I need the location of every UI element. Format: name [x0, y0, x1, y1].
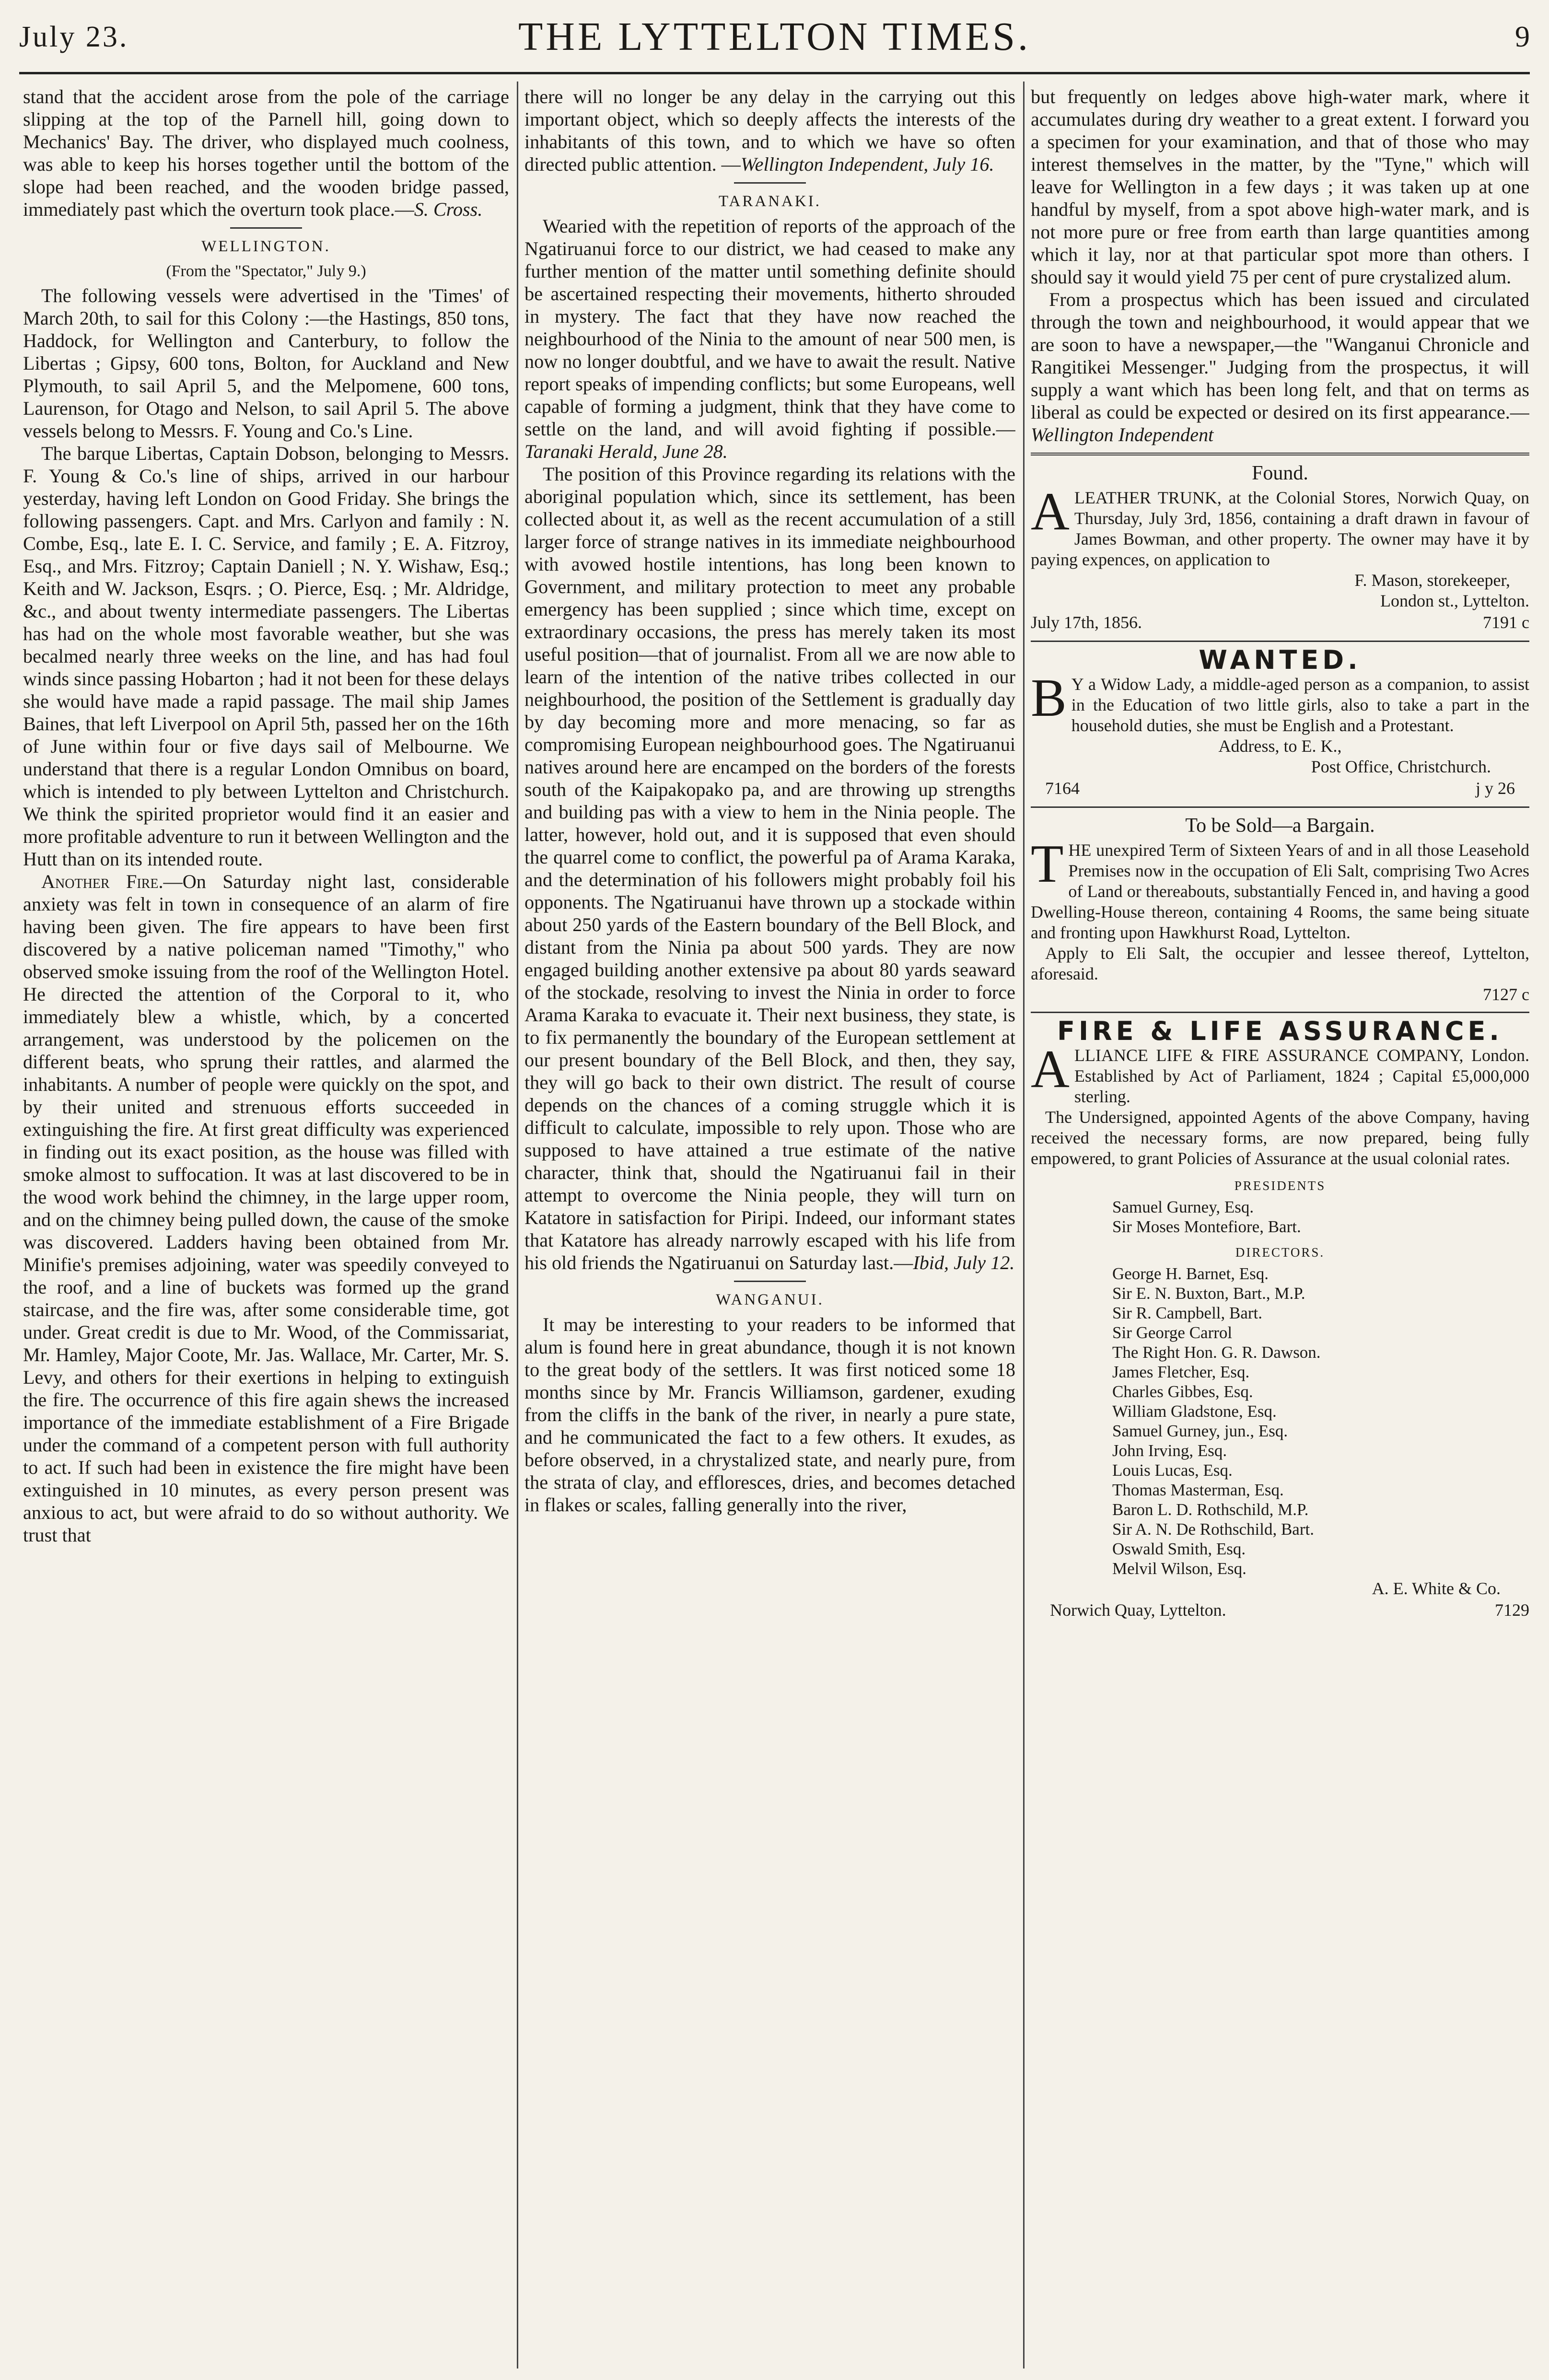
section-divider	[734, 182, 806, 184]
list-item: Melvil Wilson, Esq.	[1112, 1559, 1246, 1578]
list-item: Thomas Masterman, Esq.	[1112, 1481, 1284, 1499]
advert-footer	[1031, 1599, 1529, 1622]
section-heading-taranaki: TARANAKI.	[719, 193, 821, 210]
advert-address: Address, to E. K.,	[1218, 736, 1342, 756]
presidents-heading: PRESIDENTS	[1234, 1178, 1326, 1193]
advert-divider	[1031, 806, 1529, 808]
list-item: William Gladstone, Esq.	[1112, 1402, 1277, 1421]
drop-cap: B	[1031, 668, 1067, 728]
advert-date: July 17th, 1856.	[1031, 613, 1142, 632]
article-run-in-title: Another Fire.	[41, 871, 163, 892]
list-item: The Right Hon. G. R. Dawson.	[1112, 1343, 1321, 1362]
advert-date: j y 26	[1475, 779, 1515, 798]
article-paragraph: there will no longer be any delay in the carrying out this important object, which so deeply affects the interests of the inhabitants of this town, and to which we have so often directed public attention. —Wellington Independent, July 16.	[524, 86, 1015, 175]
article-signature: Wellington Independent	[1031, 424, 1214, 445]
article-signature: Ibid, July 12.	[913, 1252, 1015, 1273]
advert-address: Norwich Quay, Lyttelton.	[1050, 1600, 1226, 1620]
drop-cap: A	[1031, 1039, 1070, 1099]
article-paragraph: The following vessels were advertised in the 'Times' of March 20th, to sail for this Colony :—the Hastings, 850 tons, Haddock, for Wellington and Canterbury, to follow the Libertas ; Gipsy, 600 tons, Bolton, for Auckland and New Plymouth, to sail April 5, and the Melpomene, 600 tons, Laurenson, for Otago and Nelson, to sail April 5. The above vessels belong to Messrs. F. Young and Co.'s Line.	[23, 285, 509, 442]
list-item: James Fletcher, Esq.	[1112, 1363, 1250, 1381]
list-item: Sir A. N. De Rothschild, Bart.	[1112, 1520, 1314, 1539]
list-item: Louis Lucas, Esq.	[1112, 1461, 1233, 1480]
advert-signature: A. E. White & Co.	[1372, 1579, 1501, 1598]
advert-heading: To be Sold—a Bargain.	[1185, 815, 1375, 837]
article-paragraph: Another Fire.—On Saturday night last, considerable anxiety was felt in town in consequence of an alarm of fire having been given. The fire appears to have been first discovered by a native policeman named "Timothy," who observed smoke issuing from the roof of the Wellington Hotel. He directed the attention of the Corporal to it, who immediately blew a whistle, which, by a concerted arrangement, was understood by the policemen on the different beats, who sprung their rattles, and alarmed the inhabitants. A number of people were quickly on the spot, and by their united and strenuous efforts succeeded in extinguishing the fire. At first great difficulty was experienced in finding out its exact position, as the house was filled with smoke almost to suffocation. It was at last discovered to be in the wood work behind the chimney, in the large upper room, and on the chimney being pulled down, the cause of the smoke was discovered. Ladders having been obtained from Mr. Minifie's premises adjoining, water was speedily conveyed to the roof, and a line of buckets was formed up the grand staircase, and the fire was, after some considerable time, got under. Great credit is due to Mr. Wood, of the Commissariat, Mr. Hamley, Major Coote, Mr. Jas. Wallace, Mr. Carter, Mr. S. Levy, and others for their exertions in helping to extinguish the fire. The occurrence of this fire again shews the increased importance of the immediate establishment of a Fire Brigade under the command of a competent person with full authority to act. If such had been in existence the fire might have been extinguished in 10 minutes, as every person present was anxious to act, but were afraid to do so without authority. We trust that	[23, 871, 509, 1546]
section-heading-wellington: WELLINGTON.	[201, 238, 331, 255]
advert-heading: FIRE & LIFE ASSURANCE.	[1057, 1016, 1503, 1046]
list-item: Sir E. N. Buxton, Bart., M.P.	[1112, 1284, 1305, 1303]
advert-assurance	[1031, 1016, 1529, 1622]
drop-cap: A	[1031, 482, 1070, 541]
advert-code: 7191 c	[1483, 613, 1529, 632]
section-divider	[734, 1281, 806, 1282]
column-3	[1031, 85, 1529, 2368]
article-paragraph: From a prospectus which has been issued and circulated through the town and neighbourhood, it would appear that we are soon to have a newspaper,—the "Wanganui Chronicle and Rangitikei Messenger." Judging from the prospectus, it will supply a want which has been long felt, and that on terms as liberal as could be expected or desired on its first appearance.—Wellington Independent	[1031, 289, 1529, 445]
article-paragraph: but frequently on ledges above high-water mark, where it accumulates during dry weather to a great extent. I forward you a specimen for your examination, and that of those who may interest themselves in the matter, by the "Tyne," which will leave for Wellington in a few days ; it was taken up at one handful by myself, from a spot above high-water mark, and is not more pure or free from earth than large quantities among which it lay, nor at that particular spot more than others. I should say it would yield 75 per cent of pure crystalized alum.	[1031, 86, 1529, 288]
article-paragraph: The barque Libertas, Captain Dobson, belonging to Messrs. F. Young & Co.'s line of ships, arrived in our harbour yesterday, having left London on Good Friday. She brings the following passengers. Capt. and Mrs. Carlyon and family : N. Combe, Esq., late E. I. C. Service, and family ; E. A. Fitzroy, Esq., and Mrs. Fitzroy; Captain Daniell ; N. Y. Wishaw, Esq.; Keith and W. Jackson, Esqrs. ; O. Pierce, Esq. ; Mr. Aldridge, &c., and about twenty intermediate passengers. The Libertas has had on the whole most favorable weather, but she was becalmed nearly three weeks on the line, and has had foul winds since passing Hobarton ; had it not been for these delays she would have made a rapid passage. The mail ship James Baines, that left Liverpool on April 5th, passed her on the 16th of June within four or five days sail of Melbourne. We understand that there is a regular London Omnibus on board, which is intended to ply between Lyttelton and Christchurch. We think the spirited proprietor would find it an easier and more profitable adventure to run it between Wellington and the Hutt than on its intended route.	[23, 443, 509, 870]
list-item: George H. Barnet, Esq.	[1112, 1264, 1269, 1283]
advert-body: THE unexpired Term of Sixteen Years of and in all those Leasehold Premises now in the occupation of Eli Salt, comprising Two Acres of Land or thereabouts, substantially Fenced in, and having a good Dwelling-House thereon, containing 4 Rooms, the same being situate and fronting upon Hawkhurst Road, Lyttelton.	[1031, 834, 1529, 942]
advert-divider	[1031, 453, 1529, 455]
section-heading-wanganui: WANGANUI.	[716, 1291, 824, 1308]
advert-body: The Undersigned, appointed Agents of the above Company, having received the necessary forms, are now prepared, being fully empowered, to grant Policies of Assurance at the usual colonial rates.	[1031, 1108, 1529, 1168]
advert-wanted	[1031, 645, 1529, 800]
drop-cap: T	[1031, 834, 1064, 894]
presidents-list	[1031, 1197, 1529, 1237]
advert-heading: WANTED.	[1199, 645, 1362, 675]
advert-footer	[1031, 611, 1529, 634]
newspaper-title: THE LYTTELTON TIMES.	[518, 14, 1031, 59]
list-item: Sir R. Campbell, Bart.	[1112, 1304, 1263, 1322]
issue-date: July 23.	[19, 21, 129, 53]
list-item: Baron L. D. Rothschild, M.P.	[1112, 1500, 1309, 1519]
advert-footer	[1031, 777, 1529, 800]
advert-found	[1031, 462, 1529, 634]
section-divider	[230, 227, 302, 229]
list-item: Oswald Smith, Esq.	[1112, 1540, 1246, 1558]
masthead-rule	[19, 72, 1530, 74]
advert-divider	[1031, 1012, 1529, 1013]
column-divider	[1023, 82, 1025, 2368]
list-item: Sir George Carrol	[1112, 1323, 1233, 1342]
list-item: Samuel Gurney, jun., Esq.	[1112, 1422, 1288, 1440]
advert-code: 7164	[1045, 779, 1080, 798]
list-item: Charles Gibbes, Esq.	[1112, 1382, 1253, 1401]
advert-body: B Y a Widow Lady, a middle-aged person as a companion, to assist in the Education of two little girls, also to take a part in the household duties, she must be English and a Protestant.	[1031, 668, 1529, 735]
article-paragraph: Wearied with the repetition of reports of the approach of the Ngatiruanui force to our district, we had ceased to make any further mention of the matter until something definite should be ascertained respecting their movements, hitherto shrouded in mystery. The fact that they have now reached the neighbourhood of the Ninia to the amount of near 500 men, is now no longer doubtful, and we have to await the result. Native report speaks of impending conflicts; but some Europeans, well capable of forming a judgment, think that they have come to settle on the land, and will avoid fighting if possible.—Taranaki Herald, June 28.	[524, 215, 1015, 462]
section-source: (From the "Spectator," July 9.)	[166, 262, 366, 280]
directors-heading: DIRECTORS.	[1235, 1245, 1325, 1260]
page-number: 9	[1515, 21, 1530, 53]
article-paragraph: The position of this Province regarding its relations with the aboriginal population which, since its settlement, has been collected about it, as well as the recent accumulation of a still larger force of strange natives in its immediate neighbourhood with avowed hostile intentions, has long been known to Government, and military protection to meet any probable emergency has been supplied ; since which time, except on extraordinary occasions, the press has merely taken its most useful position—that of journalist. From all we are now able to learn of the intention of the native tribes collected in our neighbourhood, the position of the Settlement is gradually day by day becoming more and more menacing, so far as compromising European neighbourhood goes. The Ngatiruanui natives around here are encamped on the borders of the forests south of the Kaipakopako pa, and are throwing up strengths and building pas with a view to hem in the Ninia people. The latter, however, hold out, and it is supposed that even should the quarrel come to conflict, the powerful pa of Arama Karaka, and the determination of his followers might probably foil his opponents. The Ngatiruanui have thrown up a stockade within about 250 yards of the Eastern boundary of the Bell Block, and distant from the Ninia pa about 500 yards. They are now engaged building another extensive pa about 80 yards seaward of the stockade, resolving to invest the Ninia in order to force Arama Karaka to evacuate it. Their next business, they state, is to fix permanently the boundary of the European settlement at our present boundary of the Bell Block, and then, they say, they will go back to their own district. The result of course depends on the chances of a coming struggle which it is difficult to calculate, impossible to rely upon. Those who are supposed to have attained a true estimate of the native character, think that, should the Ngatiruanui fail in their attempt to overcome the Ninia people, they will turn on Katatore in satisfaction for Piripi. Indeed, our informant states that Katatore has already narrowly escaped with his life from his old friends the Ngatiruanui on Saturday last.—Ibid, July 12.	[524, 463, 1015, 1273]
advert-signature: F. Mason, storekeeper,	[1354, 571, 1510, 590]
advert-address: Post Office, Christchurch.	[1311, 757, 1491, 776]
column-divider	[517, 82, 518, 2368]
article-signature: S. Cross.	[414, 198, 483, 220]
advert-address: London st., Lyttelton.	[1380, 591, 1529, 610]
advert-divider	[1031, 641, 1529, 642]
advert-body: ALLIANCE LIFE & FIRE ASSURANCE COMPANY, London. Established by Act of Parliament, 1824 ; Capital £5,000,000 sterling.	[1031, 1039, 1529, 1106]
advert-apply: Apply to Eli Salt, the occupier and lessee thereof, Lyttelton, aforesaid.	[1031, 944, 1529, 983]
article-signature: Wellington Independent, July 16.	[740, 153, 994, 175]
article-signature: Taranaki Herald, June 28.	[524, 441, 728, 462]
list-item: John Irving, Esq.	[1112, 1441, 1227, 1460]
column-2	[524, 85, 1015, 2368]
advert-code: 7129	[1495, 1600, 1529, 1620]
directors-list	[1031, 1264, 1529, 1578]
masthead	[19, 10, 1530, 62]
advert-code: 7127 c	[1483, 985, 1529, 1004]
column-1	[23, 85, 509, 2368]
list-item: Sir Moses Montefiore, Bart.	[1112, 1217, 1301, 1236]
advert-body: ALEATHER TRUNK, at the Colonial Stores, Norwich Quay, on Thursday, July 3rd, 1856, containing a draft drawn in favour of James Bowman, and other property. The owner may have it by paying expences, on application to	[1031, 482, 1529, 569]
article-paragraph: stand that the accident arose from the pole of the carriage slipping at the top of the Parnell hill, going down to Mechanics' Bay. The driver, who displayed much coolness, was able to keep his horses together until the bottom of the slope had been reached, and the wooden bridge passed, immediately past which the overturn took place.—S. Cross.	[23, 86, 509, 220]
advert-heading: Found.	[1252, 462, 1308, 484]
advert-for-sale	[1031, 815, 1529, 1005]
article-paragraph: It may be interesting to your readers to be informed that alum is found here in great abundance, though it is not known to the great body of the settlers. It was first noticed some 18 months since by Mr. Francis Williamson, gardener, exuding from the cliffs in the bank of the river, in nearly a pure state, and he communicated the fact to a few others. It exudes, as before observed, in a chrystalized state, and nearly pure, from the strata of clay, and effloresces, dries, and becomes detached in flakes or scales, falling generally into the river,	[524, 1314, 1015, 1516]
list-item: Samuel Gurney, Esq.	[1112, 1198, 1254, 1216]
